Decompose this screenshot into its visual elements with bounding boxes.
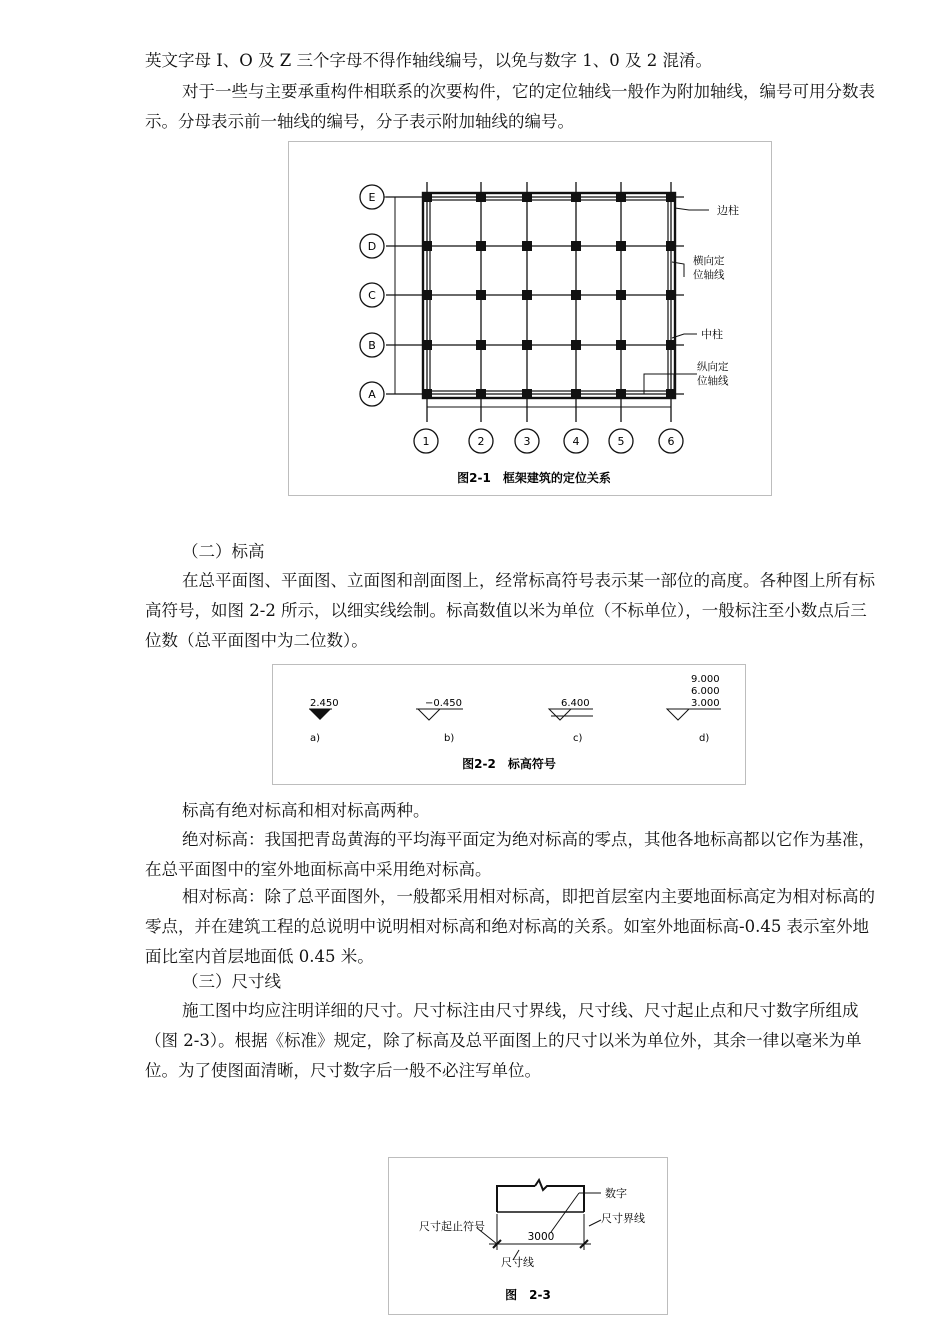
label-number: 数字: [605, 1187, 627, 1200]
paragraph-dimension: 施工图中均应注明详细的尺寸。尺寸标注由尺寸界线，尺寸线、尺寸起止点和尺寸数字所组成（图 2-3）。根据《标准》规定，除了标高及总平面图上的尺寸以米为单位外，其余一律以毫米为单位。为了使图面清晰，尺寸数字后一般不必注写单位。: [145, 1001, 862, 1080]
svg-text:3.000: 3.000: [691, 698, 720, 709]
callout-middle-column: 中柱: [701, 328, 723, 341]
axis-label-col: 1: [422, 435, 430, 448]
frame-grid-diagram: [289, 142, 771, 495]
section-heading-dimension: （三）尺寸线: [182, 972, 281, 991]
figure-dimension-line: [388, 1157, 668, 1315]
label-start-symbol: 尺寸起止符号: [419, 1220, 485, 1233]
svg-text:E: E: [368, 191, 376, 204]
paragraph-absolute-elevation: 绝对标高：我国把青岛黄海的平均海平面定为绝对标高的零点，其他各地标高都以它作为基准，在总平面图中的室外地面标高中采用绝对标高。: [145, 830, 875, 879]
paragraph-axis-letters: 英文字母 I、O 及 Z 三个字母不得作轴线编号，以免与数字 1、0 及 2 混淆。: [145, 51, 712, 70]
svg-text:2.450: 2.450: [310, 698, 339, 709]
label-extension-line: 尺寸界线: [601, 1212, 645, 1225]
axis-bubble-row: [360, 283, 384, 307]
object-outline: [497, 1180, 584, 1212]
callout-transverse-1: 横向定: [693, 255, 725, 267]
axis-bubble-row: [360, 382, 384, 406]
figure-frame-grid: [288, 141, 772, 496]
elevation-symbol-a: [309, 698, 339, 744]
svg-text:6.000: 6.000: [691, 686, 720, 697]
figure3-leaders: [477, 1193, 601, 1260]
axis-label-col: 4: [572, 435, 580, 448]
elevation-symbols-diagram: [273, 665, 745, 784]
svg-text:D: D: [367, 240, 377, 253]
elevation-symbol-c: [549, 698, 593, 744]
axis-bubble-row: [360, 234, 384, 258]
svg-text:c): c): [573, 733, 583, 744]
svg-text:b): b): [444, 733, 455, 744]
figure-caption: 图2-1 框架建筑的定位关系: [457, 471, 611, 485]
elevation-symbol-b: [416, 698, 463, 744]
vertical-axis-lines: [427, 182, 671, 422]
svg-text:B: B: [368, 339, 376, 352]
elevation-symbol-d: [667, 674, 721, 744]
paragraph-elevation-intro: 在总平面图、平面图、立面图和剖面图上，经常标高符号表示某一部位的高度。各种图上所有标高符号，如图 2-2 所示，以细实线绘制。标高数值以米为单位（不标单位），一般标注至小数点后三位数（总平面图中为二位数）。: [145, 571, 875, 650]
axis-label-col: 6: [667, 435, 675, 448]
figure-elevation-symbols: [272, 664, 746, 785]
svg-text:a): a): [310, 733, 321, 744]
axis-bubble-row: [360, 333, 384, 357]
svg-text:9.000: 9.000: [691, 674, 720, 685]
column-axis-bubbles: [414, 429, 683, 453]
svg-text:C: C: [368, 289, 376, 302]
svg-text:6.400: 6.400: [561, 698, 590, 709]
figure-caption: 图 2-3: [505, 1288, 551, 1302]
callout-transverse-2: 位轴线: [693, 269, 725, 281]
svg-text:−0.450: −0.450: [425, 698, 463, 709]
callout-longitudinal-2: 位轴线: [697, 375, 729, 387]
paragraph-elevation-types: 标高有绝对标高和相对标高两种。: [182, 801, 430, 820]
svg-text:A: A: [368, 388, 376, 401]
dimension-number: 3000: [527, 1231, 555, 1243]
paragraph-additional-axis: 对于一些与主要承重构件相联系的次要构件，它的定位轴线一般作为附加轴线，编号可用分数表示。分母表示前一轴线的编号，分子表示附加轴线的编号。: [145, 82, 875, 131]
axis-label-col: 3: [523, 435, 531, 448]
section-heading-elevation: （二）标高: [182, 542, 265, 561]
axis-label-col: 2: [477, 435, 485, 448]
axis-label-col: 5: [617, 435, 625, 448]
figure-caption: 图2-2 标高符号: [462, 757, 556, 771]
paragraph-relative-elevation: 相对标高：除了总平面图外，一般都采用相对标高，即把首层室内主要地面标高定为相对标高的零点，并在建筑工程的总说明中说明相对标高和绝对标高的关系。如室外地面标高-0.45 表示室外地面比室内首层地面低 0.45 米。: [145, 887, 875, 966]
label-dimension-line: 尺寸线: [501, 1256, 534, 1269]
axis-bubble-row: [360, 185, 395, 209]
callout-longitudinal-1: 纵向定: [697, 361, 729, 373]
callout-edge-column: 边柱: [717, 204, 739, 217]
dimension-line-diagram: [389, 1158, 667, 1314]
svg-text:d): d): [699, 733, 710, 744]
